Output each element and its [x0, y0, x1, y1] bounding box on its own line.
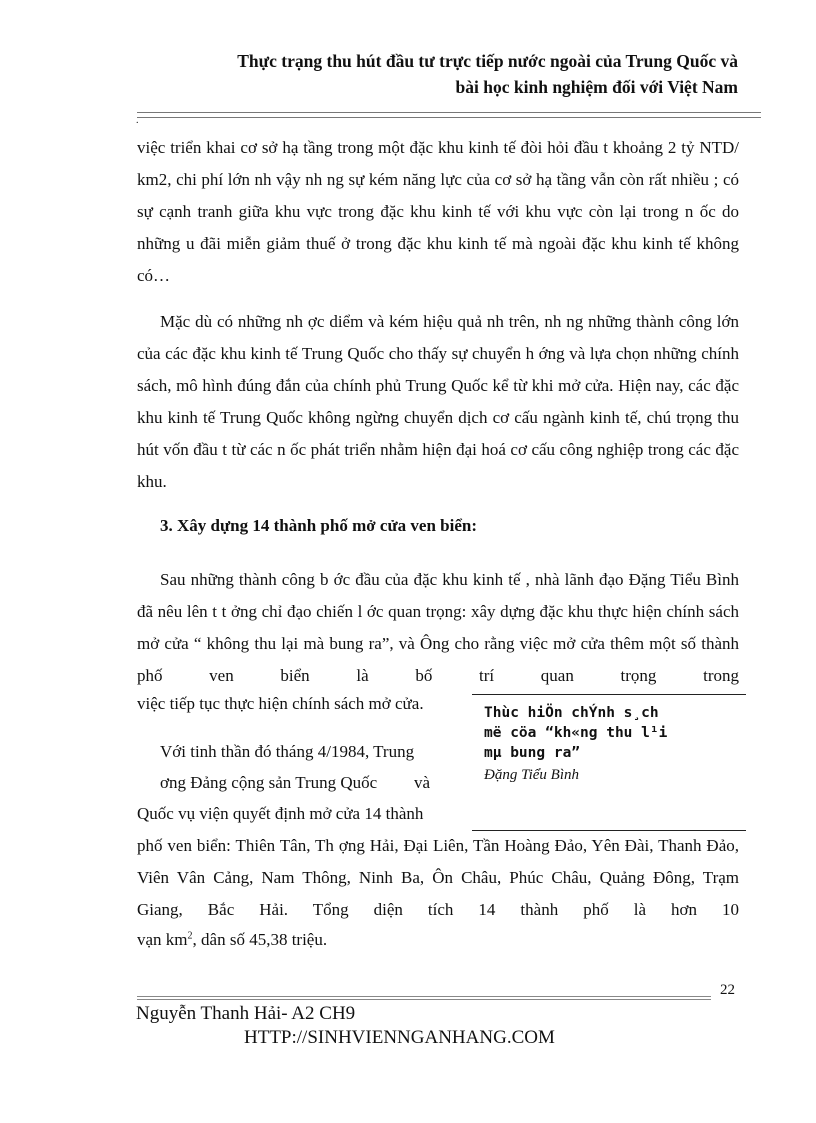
paragraph-4-line-2-end: và [414, 773, 431, 792]
paragraph-4-line-2: ơng Đảng cộng sản Trung Quốc [160, 773, 378, 792]
area-superscript: 2 [187, 930, 193, 942]
page-number: 22 [720, 982, 735, 998]
paragraph-4-line-3: Quốc vụ viện quyết định mở cửa 14 thành [137, 804, 424, 823]
header-title-line-1: Thực trạng thu hút đầu tư trực tiếp nước ngoài của Trung Quốc và [237, 51, 738, 71]
quote-line-3: mµ bung ra” [484, 745, 581, 761]
quote-box [472, 694, 746, 831]
paragraph-3: Sau những thành công b ớc đầu của đặc khu kinh tế , nhà lãnh đạo Đặng Tiểu Bình đã nêu lên t t ởng chỉ đạo chiến l ớc quan trọng: xây dựng đặc khu thực hiện chính sách mở cửa “ không thu lại mà bung ra”, và Ông cho rằng việc mở cửa thêm một số thành phố ven biển là bố trí quan trọng trong [137, 570, 739, 685]
header-marker: . [136, 115, 139, 126]
section-heading: 3. Xây dựng 14 thành phố mở cửa ven biển: [160, 516, 477, 535]
header-title-line-2: bài học kinh nghiệm đối với Việt Nam [455, 77, 738, 97]
footer-url: HTTP://SINHVIENNGANHANG.COM [244, 1027, 555, 1048]
header-divider [137, 112, 761, 118]
population-text: , dân số 45,38 triệu. [192, 930, 328, 949]
paragraph-2: Mặc dù có những nh ợc diểm và kém hiệu quả nh trên, nh ng những thành công lớn của các đặc khu kinh tế Trung Quốc cho thấy sự chuyển h ớng và lựa chọn những chính sách, mô hình đúng đắn của chính phủ Trung Quốc kể từ khi mở cửa. Hiện nay, các đặc khu kinh tế Trung Quốc không ngừng chuyển dịch cơ cấu ngành kinh tế, chú trọng thu hút vốn đầu t từ các n ốc phát triển nhằm hiện đại hoá cơ cấu công nghiệp trong các đặc khu. [137, 312, 739, 491]
paragraph-4-final-line [137, 928, 327, 952]
footer-author: Nguyễn Thanh Hải- A2 CH9 [136, 1003, 356, 1024]
footer-divider [137, 996, 711, 1000]
page-header-title [90, 48, 738, 100]
quote-line-2: më cöa “kh«ng thu l¹i [484, 725, 668, 741]
quote-line-1: Thùc hiÖn chÝnh s¸ch [484, 705, 659, 721]
paragraph-4-rest: phố ven biển: Thiên Tân, Th ợng Hải, Đại Liên, Tần Hoàng Đảo, Yên Đài, Thanh Đảo, Viên Vân Cảng, Nam Thông, Ninh Ba, Ôn Châu, Phúc Châu, Quảng Đông, Trạm Giang, Bắc Hải. Tổng diện tích 14 thành phố là hơn 10 [137, 836, 739, 919]
quote-author: Đặng Tiểu Bình [484, 767, 580, 783]
paragraph-4-line-1: Với tinh thần đó tháng 4/1984, Trung [160, 742, 415, 761]
paragraph-1: việc triển khai cơ sở hạ tầng trong một đặc khu kinh tế đòi hỏi đầu t khoảng 2 tỷ NTD/ km2, chi phí lớn nh vậy nh ng sự kém năng lực của cơ sở hạ tầng vẫn còn rất nhiều ; có sự cạnh tranh giữa khu vực trong đặc khu kinh tế với khu vực còn lại trong n ốc do những u đãi miễn giảm thuế ở trong đặc khu kinh tế mà ngoài đặc khu kinh tế không có… [137, 138, 739, 285]
area-text: vạn km [137, 930, 188, 949]
paragraph-3-last-line: việc tiếp tục thực hiện chính sách mở cửa. [137, 694, 424, 713]
quote-text [484, 703, 746, 763]
